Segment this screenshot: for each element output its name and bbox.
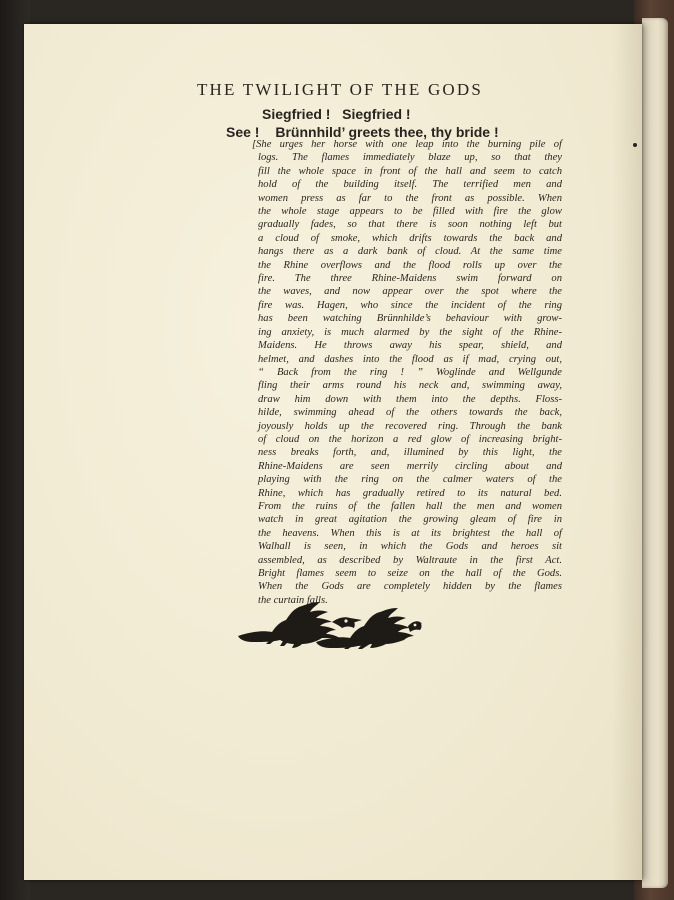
stage-direction-line: Maidens. He throws away his spear, shield, and	[258, 340, 562, 352]
stage-direction-line: [She urges her horse with one leap into the burning pile of	[252, 139, 562, 150]
stage-direction-line: fill the whole space in front of the hall and seem to catch	[258, 165, 562, 177]
stage-direction-line: hilde, swimming ahead of the others towards the back,	[258, 407, 562, 419]
speech-line-1: Siegfried ! Siegfried !	[262, 106, 411, 122]
speech-line-2-text: Brünnhild’ greets thee, thy bride !	[275, 124, 499, 140]
stage-direction-line: hangs there as a dark bank of cloud. At the same time	[258, 246, 562, 258]
stage-direction-line: When the Gods are completely hidden by the flames	[258, 581, 562, 593]
stage-direction-line: hold of the building itself. The terrified men and	[258, 179, 562, 191]
stage-direction-line: fire. The three Rhine-Maidens swim forward on	[258, 273, 562, 285]
stage-direction-line: the waves, and now appear over the spot where the	[258, 286, 562, 298]
stage-direction-line: has been watching Brünnhilde’s behaviour with grow-	[258, 313, 562, 325]
stage-direction-line: women press as far to the front as possible. When	[258, 192, 562, 204]
stage-direction-line: ness breaks forth, and, illumined by this light, the	[258, 447, 562, 459]
stage-direction-line: the curtain falls.	[258, 594, 328, 606]
stage-direction-line: the heavens. When this is at its brightest the hall of	[258, 527, 562, 539]
stage-direction-line: of cloud on the horizon a red glow of increasing bright-	[258, 433, 562, 445]
stage-direction-line: gradually fades, so that there is soon nothing left but	[258, 219, 562, 231]
stage-direction-line: a cloud of smoke, which drifts towards the back and	[258, 232, 562, 244]
two-ravens-icon	[236, 592, 422, 655]
stage-direction-line: From the ruins of the fallen hall the men and women	[258, 500, 562, 512]
stage-direction-line: Bright flames seem to seize on the hall of the Gods.	[258, 568, 562, 579]
stage-direction-line: Walhall is seen, in which the Gods and heroes sit	[258, 541, 562, 553]
stage-direction-line: watch in great agitation the growing gleam of fire in	[258, 514, 562, 526]
stage-direction-line: the whole stage appears to be filled with fire the glow	[258, 206, 562, 218]
stage-direction-line: playing with the ring on the calmer waters of the	[258, 474, 562, 486]
stage-direction-line: draw him down with them into the depths. Floss-	[258, 393, 562, 405]
stage-direction-line: assembled, as described by Waltraute in the first Act.	[258, 554, 562, 566]
stage-direction	[252, 138, 562, 607]
stage-direction-line: joyously holds up the recovered ring. Through the bank	[258, 420, 562, 432]
stage-direction-line: the Rhine overflows and the flood rolls up over the	[258, 259, 562, 271]
page-gutter-shade	[612, 24, 642, 880]
stage-direction-line: fire was. Hagen, who since the incident of the ring	[258, 299, 562, 311]
next-page-edge	[642, 18, 668, 888]
page-speck	[633, 143, 637, 147]
stage-direction-line: fling their arms round his neck and, swimming away,	[258, 380, 562, 392]
stage-direction-line: “ Back from the ring ! ” Woglinde and Wellgunde	[258, 366, 562, 378]
running-head: THE TWILIGHT OF THE GODS	[196, 80, 484, 99]
stage-direction-line: helmet, and dashes into the flood as if mad, crying out,	[258, 353, 562, 365]
speech-line-2-prefix: See !	[226, 124, 260, 140]
stage-direction-line: logs. The flames immediately blaze up, so that they	[258, 152, 562, 164]
stage-direction-line: ing anxiety, is much alarmed by the sight of the Rhine-	[258, 326, 562, 338]
stage-direction-line: Rhine, which has gradually retired to its natural bed.	[258, 487, 562, 499]
stage-direction-line: Rhine-Maidens are seen merrily circling about and	[258, 460, 562, 472]
